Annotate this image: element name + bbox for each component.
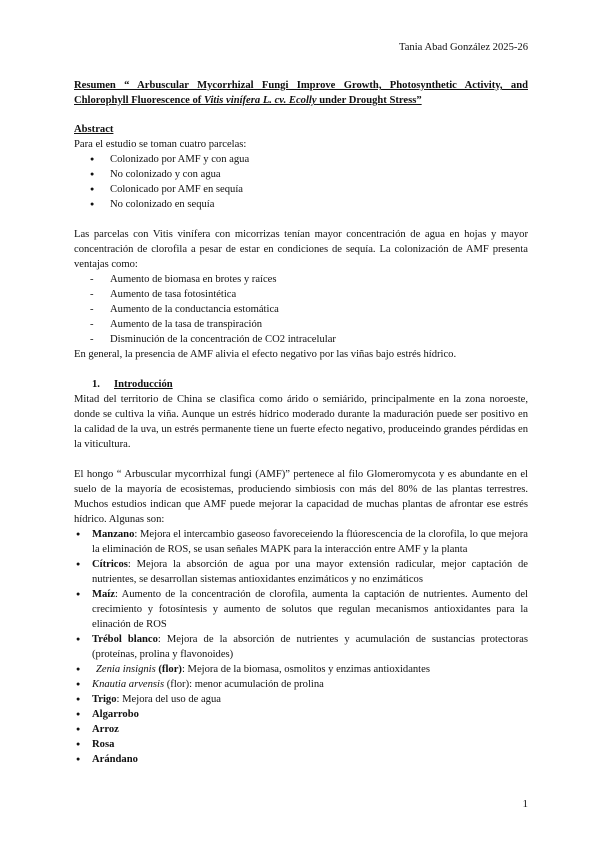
plant-species: Zenia insignis [96, 664, 156, 675]
page-number: 1 [522, 798, 528, 810]
list-item: - Aumento de tasa fotosintética [74, 287, 528, 302]
plant-text: : Mejora del uso de agua [116, 694, 221, 705]
section-title: Introducción [114, 379, 173, 390]
plant-name: Rosa [92, 739, 115, 750]
plant-species: Knautia arvensis [92, 679, 165, 690]
plot-list [74, 152, 528, 212]
title-species: Vitis vinífera L. cv. Ecolly [203, 95, 317, 106]
list-item: ● No colonizado y con agua [74, 167, 528, 182]
list-item: - Aumento de la conductancia estomática [74, 302, 528, 317]
page-header-author: Tania Abad González 2025-26 [399, 42, 528, 53]
plant-tag: (flor) [158, 664, 182, 675]
list-item [74, 632, 528, 662]
document-title [74, 78, 528, 108]
abstract-heading: Abstract [74, 124, 114, 135]
section-heading-introduccion [92, 377, 528, 392]
intro-paragraph-1: Mitad del territorio de China se clasifica como árido o semiárido, principalmente en la zona noroeste, donde se cultiva la viña. Aunque un estrés hídrico moderado durante la maduración puede ser positivo en la calidad de la uva, un estrés permanente tiene un fuerte efecto negativo, produceindo grandes pérdidas en la viticultura. [74, 394, 528, 450]
list-item: - Disminución de la concentración de CO2 intracelular [74, 332, 528, 347]
document-body [74, 78, 528, 767]
list-item [74, 527, 528, 557]
plant-text: : Mejora el intercambio gaseoso favoreceiendo la flúorescencia de la clorofila, lo que mejora la eliminación de ROS, se usan señales MAPK para la interacción entre AMF y la planta [92, 529, 528, 555]
list-item [74, 722, 528, 737]
plant-name: Cítricos [92, 559, 128, 570]
list-item: ● Colonicado por AMF en sequía [74, 182, 528, 197]
plant-name: Trébol blanco [92, 634, 158, 645]
list-item: ● Colonizado por AMF y con agua [74, 152, 528, 167]
list-item [74, 557, 528, 587]
list-item: ● No colonizado en sequía [74, 197, 528, 212]
list-item [74, 752, 528, 767]
plant-name: Algarrobo [92, 709, 139, 720]
abstract-intro: Para el estudio se toman cuatro parcelas: [74, 139, 247, 150]
plant-name: Arándano [92, 754, 138, 765]
list-item: - Aumento de la tasa de transpiración [74, 317, 528, 332]
list-item [74, 677, 528, 692]
plant-name: Arroz [92, 724, 119, 735]
abstract-paragraph: Las parcelas con Vitis vinífera con micorrizas tenían mayor concentración de agua en hojas y mayor concentración de clorofila a pesar de estar en condiciones de sequía. La colonización de AMF presenta ventajas como: [74, 229, 528, 270]
title-prefix: Resumen “ Arbuscular Mycorrhizal Fungi Improve Growth, Photosynthetic Activity, and Chlorophyll Fluorescence of [74, 80, 528, 106]
intro-paragraph-2: El hongo “ Arbuscular mycorrhizal fungi (AMF)” pertenece al filo Glomeromycota y es abundante en el suelo de la mayoría de ecosistemas, produciendo simbiosis con más del 80% de las plantas terrestres. Muchos estudios indican que AMF puede mejorar la capacidad de muchas plantas de afrontar ese estrés hídrico. Algunas son: [74, 469, 528, 525]
plant-name: Maíz [92, 589, 115, 600]
list-item [74, 587, 528, 632]
list-item: - Aumento de biomasa en brotes y raíces [74, 272, 528, 287]
list-item [74, 662, 528, 677]
plants-list [74, 527, 528, 767]
plant-text: : Aumento de la concentración de clorofila, aumenta la captación de nutrientes. Aumento del crecimiento y fotosíntesis y aumento de solutos que regulan mecanismos antioxidantes para la elinación de ROS [92, 589, 528, 630]
title-suffix: under Drought Stress” [316, 95, 422, 106]
plant-text: : Mejora de la biomasa, osmolitos y enzimas antioxidantes [181, 664, 430, 675]
list-item [74, 707, 528, 722]
plant-name: Trigo [92, 694, 117, 705]
plant-text: : Mejora de la absorción de nutrientes y acumulación de sustancias protectoras (proteínas, prolina y flavonoides) [92, 634, 528, 660]
plant-text: (flor): menor acumulación de prolina [164, 679, 324, 690]
plant-text: : Mejora la absorción de agua por una mayor extensión radicular, mejor captación de nutrientes, se desarrollan sistemas antioxidantes enzimáticos y no enzimáticos [92, 559, 528, 585]
list-item [74, 692, 528, 707]
advantages-list [74, 272, 528, 347]
plant-name: Manzano [92, 529, 135, 540]
section-number: 1. [92, 379, 100, 390]
list-item [74, 737, 528, 752]
abstract-conclusion: En general, la presencia de AMF alivia el efecto negativo por las viñas bajo estrés hídrico. [74, 349, 457, 360]
